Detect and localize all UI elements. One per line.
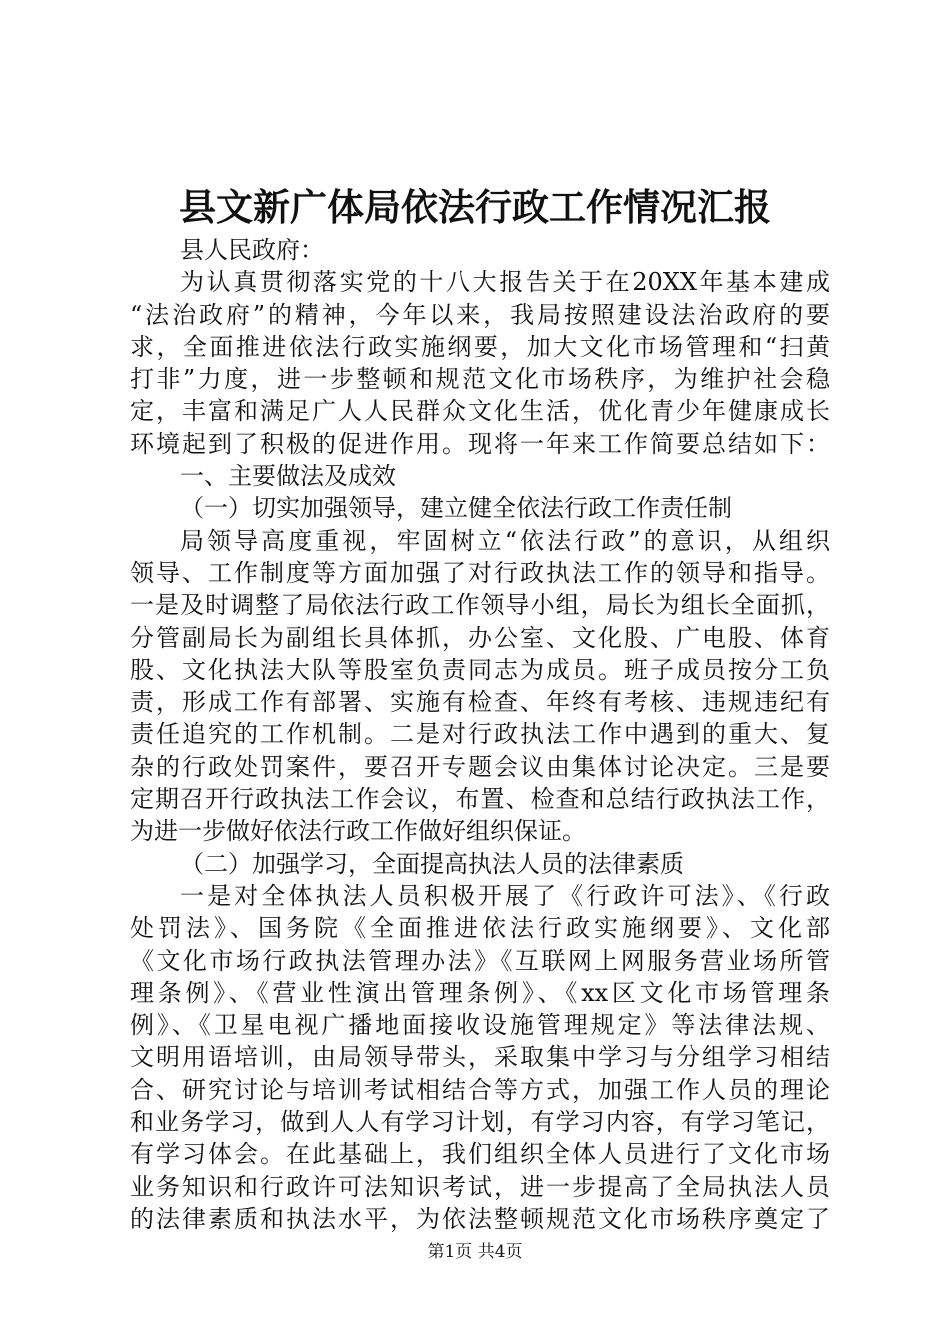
paragraph-line: 一是对全体执法人员积极开展了《行政许可法》、《行政 (180, 881, 830, 910)
paragraph-line: 理条例》、《营业性演出管理条例》、《xx区文化市场管理条 (130, 978, 830, 1007)
paragraph-line: 为认真贯彻落实党的十八大报告关于在20XX年基本建成 (180, 268, 830, 297)
subsection-heading: （一）切实加强领导，建立健全依法行政工作责任制 (180, 494, 732, 523)
paragraph-line: 打非”力度，进一步整顿和规范文化市场秩序，为维护社会稳 (130, 365, 830, 394)
paragraph-line: 文明用语培训，由局领导带头，采取集中学习与分组学习相结 (130, 1043, 830, 1072)
paragraph-line: 责，形成工作有部署、实施有检查、年终有考核、违规违纪有 (130, 688, 830, 717)
paragraph-line: 股、文化执法大队等股室负责同志为成员。班子成员按分工负 (130, 655, 830, 684)
paragraph-line: 定期召开行政执法工作会议，布置、检查和总结行政执法工作， (130, 785, 830, 814)
paragraph-line: 的法律素质和执法水平，为依法整顿规范文化市场秩序奠定了 (130, 1204, 830, 1233)
paragraph-line: 为进一步做好依法行政工作做好组织保证。 (130, 817, 586, 846)
salutation-line: 县人民政府： (180, 236, 324, 264)
subsection-heading: （二）加强学习，全面提高执法人员的法律素质 (180, 849, 684, 878)
paragraph-line: 分管副局长为副组长具体抓，办公室、文化股、广电股、体育 (130, 623, 830, 652)
paragraph-line: 处罚法》、国务院《全面推进依法行政实施纲要》、文化部 (130, 914, 830, 943)
paragraph-line: 责任追究的工作机制。二是对行政执法工作中遇到的重大、复 (130, 720, 830, 749)
paragraph-line: 定，丰富和满足广人人民群众文化生活，优化青少年健康成长 (130, 397, 830, 426)
paragraph-line: 求，全面推进依法行政实施纲要，加大文化市场管理和“扫黄 (130, 332, 830, 361)
document-title: 县文新广体局依法行政工作情况汇报 (179, 185, 771, 229)
paragraph-line: 有学习体会。在此基础上，我们组织全体人员进行了文化市场 (130, 1140, 830, 1169)
paragraph-line: 业务知识和行政许可法知识考试，进一步提高了全局执法人员 (130, 1172, 830, 1201)
section-heading: 一、主要做法及成效 (180, 462, 396, 491)
paragraph-line: 和业务学习，做到人人有学习计划，有学习内容，有学习笔记， (130, 1108, 830, 1137)
paragraph-line: 杂的行政处罚案件，要召开专题会议由集体讨论决定。三是要 (130, 752, 830, 781)
paragraph-line: 领导、工作制度等方面加强了对行政执法工作的领导和指导。 (130, 558, 830, 587)
document-body (130, 234, 830, 1235)
paragraph-line: 例》、《卫星电视广播地面接收设施管理规定》等法律法规、 (130, 1011, 830, 1040)
paragraph-line: 环境起到了积极的促进作用。现将一年来工作简要总结如下： (130, 429, 830, 458)
paragraph-line: 局领导高度重视，牢固树立“依法行政”的意识，从组织 (180, 526, 830, 555)
page-number-footer: 第1页 共4页 (427, 1242, 523, 1262)
paragraph-line: 合、研究讨论与培训考试相结合等方式，加强工作人员的理论 (130, 1075, 830, 1104)
paragraph-line: 一是及时调整了局依法行政工作领导小组，局长为组长全面抓， (130, 591, 830, 620)
paragraph-line: 《文化市场行政执法管理办法》《互联网上网服务营业场所管 (130, 946, 830, 975)
paragraph-line: “法治政府”的精神，今年以来，我局按照建设法治政府的要 (130, 300, 830, 329)
